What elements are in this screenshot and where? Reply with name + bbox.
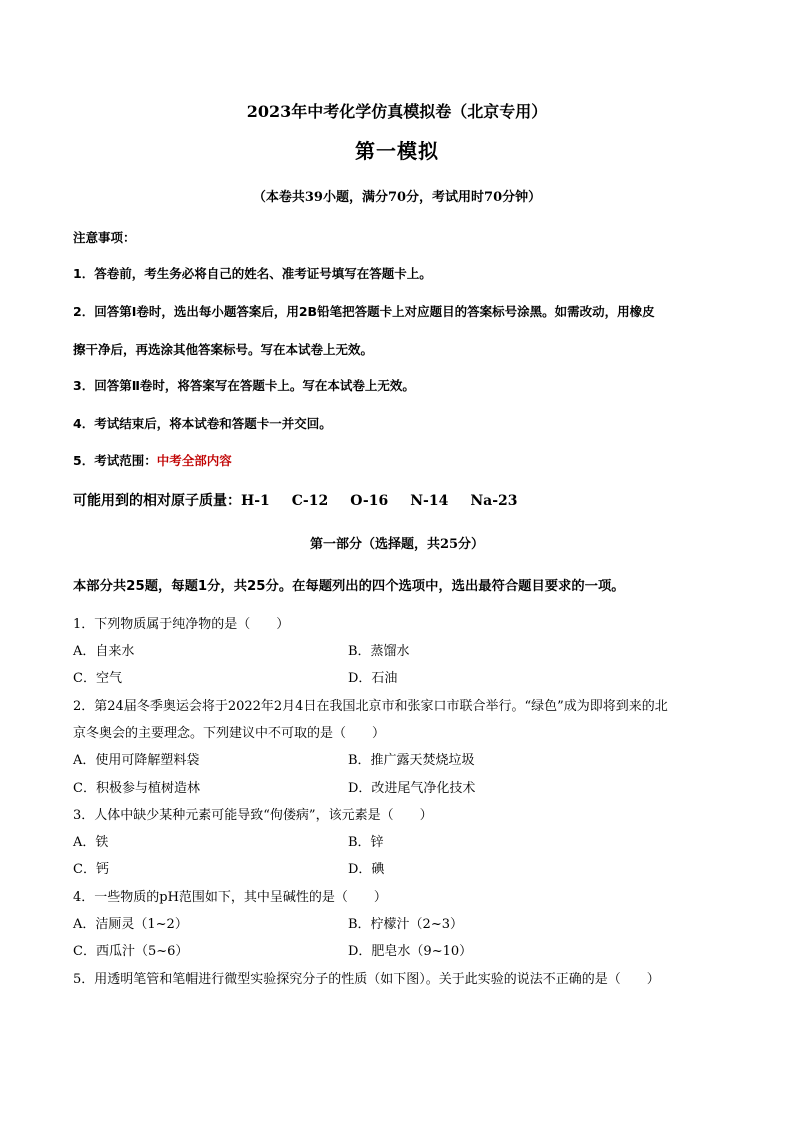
scope-label: 5．考试范围： — [73, 453, 157, 468]
atomic-mass-label: 可能用到的相对原子质量： — [73, 493, 241, 509]
question-stem: 2．第24届冬季奥运会将于2022年2月4日在我国北京市和张家口市联合举行。“绿色”成为即将到来的北 — [73, 699, 668, 714]
answer-option: C．西瓜汁（5~6） — [73, 944, 189, 959]
answer-option: D．肥皂水（9~10） — [348, 944, 473, 959]
note-scope — [73, 451, 232, 469]
exam-info: （本卷共39小题，满分70分，考试用时70分钟） — [252, 190, 542, 205]
answer-option: A．洁厕灵（1~2） — [73, 917, 188, 932]
answer-option: B．锌 — [348, 835, 384, 850]
note-item: 擦干净后，再选涂其他答案标号。写在本试卷上无效。 — [73, 342, 374, 357]
section-title: 第一部分（选择题，共25分） — [309, 537, 485, 552]
answer-option: B．推广露天焚烧垃圾 — [348, 753, 475, 768]
exam-title: 2023年中考化学仿真模拟卷（北京专用） — [246, 102, 548, 121]
question-stem: 3．人体中缺少某种元素可能导致“佝偻病”，该元素是（ ） — [73, 808, 433, 823]
note-item: 4．考试结束后，将本试卷和答题卡一并交回。 — [73, 416, 332, 431]
answer-option: A．铁 — [73, 835, 109, 850]
answer-option: D．碘 — [348, 862, 385, 877]
note-item: 2．回答第Ⅰ卷时，选出每小题答案后，用2B铅笔把答题卡上对应题目的答案标号涂黑。如需改动，用橡皮 — [73, 304, 655, 319]
answer-option: A．使用可降解塑料袋 — [73, 753, 200, 768]
question-stem: 1．下列物质属于纯净物的是（ ） — [73, 617, 290, 632]
answer-option: D．石油 — [348, 671, 398, 686]
question-stem: 京冬奥会的主要理念。下列建议中不可取的是（ ） — [73, 726, 386, 741]
exam-subtitle: 第一模拟 — [355, 139, 439, 163]
note-item: 3．回答第Ⅱ卷时，将答案写在答题卡上。写在本试卷上无效。 — [73, 378, 415, 393]
answer-option: B．柠檬汁（2~3） — [348, 917, 463, 932]
notes-heading: 注意事项： — [73, 230, 136, 245]
scope-value: 中考全部内容 — [156, 453, 232, 468]
note-item: 1．答卷前，考生务必将自己的姓名、准考证号填写在答题卡上。 — [73, 266, 432, 281]
answer-option: B．蒸馏水 — [348, 644, 410, 659]
answer-option: C．钙 — [73, 862, 109, 877]
atomic-mass: H-1 — [241, 493, 270, 509]
question-stem: 5．用透明笔管和笔帽进行微型实验探究分子的性质（如下图）。关于此实验的说法不正确的是（ ） — [73, 972, 660, 987]
answer-option: C．空气 — [73, 671, 122, 686]
atomic-mass: N-14 — [410, 493, 449, 509]
answer-option: C．积极参与植树造林 — [73, 781, 200, 796]
question-stem: 4．一些物质的pH范围如下，其中呈碱性的是（ ） — [73, 890, 387, 905]
atomic-mass-line — [73, 490, 518, 510]
answer-option: A．自来水 — [73, 644, 135, 659]
atomic-mass: Na-23 — [470, 493, 518, 509]
section-instructions: 本部分共25题，每题1分，共25分。在每题列出的四个选项中，选出最符合题目要求的一项。 — [73, 579, 625, 594]
atomic-mass: C-12 — [291, 493, 329, 509]
atomic-mass: O-16 — [350, 493, 389, 509]
answer-option: D．改进尾气净化技术 — [348, 781, 476, 796]
